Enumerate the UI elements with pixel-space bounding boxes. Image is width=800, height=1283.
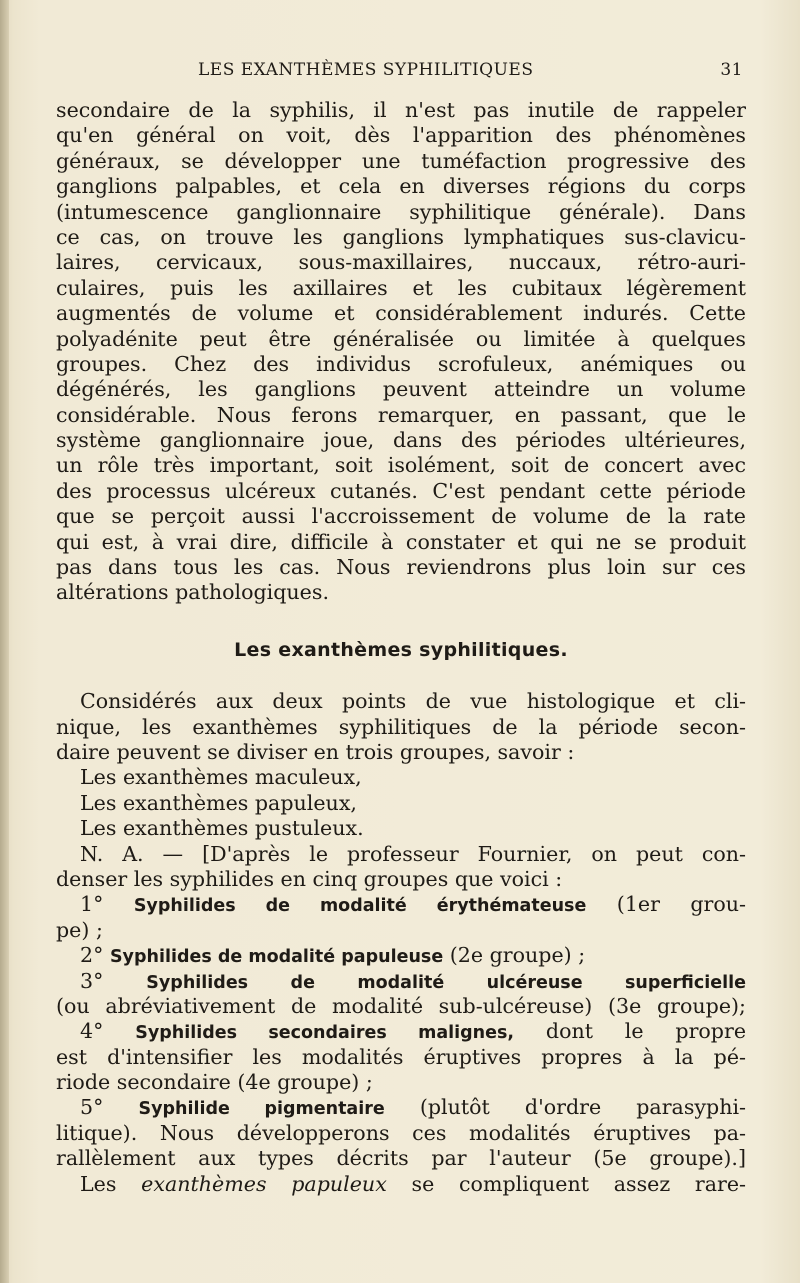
binding-edge — [0, 0, 9, 1283]
running-title: LES EXANTHÈMES SYPHILITIQUES — [198, 60, 534, 80]
group-text: (plutôt d'ordre parasyphi- — [419, 1095, 747, 1120]
group-3 — [56, 969, 746, 994]
group-number: 5° — [80, 1095, 104, 1120]
final-italic: exanthèmes papuleux — [141, 1171, 387, 1196]
text-line: dégénérés, les ganglions peuvent atteindre un volume — [56, 377, 746, 402]
text-line: Les exanthèmes pustuleux. — [80, 816, 364, 841]
text-line: un rôle très important, soit isolément, soit de concert avec — [56, 453, 746, 478]
group-title: Syphilides de modalité papuleuse — [109, 947, 444, 968]
group-title: Syphilides secondaires malignes, — [135, 1023, 515, 1044]
exanthem-list — [56, 765, 746, 841]
note-line: denser les syphilides en cinq groupes que voici : — [56, 866, 563, 891]
text-line: des processus ulcéreux cutanés. C'est pendant cette période — [56, 478, 746, 503]
text-line: système ganglionnaire joue, dans des périodes ultérieures, — [56, 428, 746, 453]
text-line: qu'en général on voit, dès l'apparition des phénomènes — [56, 123, 746, 148]
paragraph-classification — [56, 689, 746, 765]
group-5 — [56, 1095, 746, 1120]
page-number: 31 — [720, 60, 743, 80]
text-line: groupes. Chez des individus scrofuleux, anémiques ou — [56, 351, 746, 376]
text-line: polyadénite peut être généralisée ou limitée à quelques — [56, 326, 746, 351]
group-title: Syphilides de modalité érythémateuse — [133, 896, 587, 917]
group-title: Syphilide pigmentaire — [138, 1099, 385, 1120]
text-line: culaires, puis les axillaires et les cubitaux légèrement — [56, 275, 746, 300]
group-title: Syphilides de modalité ulcéreuse superficielle — [146, 972, 746, 993]
group-4 — [56, 1019, 746, 1044]
note-line: N. A. — [D'après le professeur Fournier, on peut con- — [80, 841, 746, 866]
final-text: se compliquent assez rare- — [411, 1171, 747, 1196]
group-number: 3° — [80, 968, 104, 993]
page-body — [56, 98, 746, 1197]
text-line: généraux, se développer une tuméfaction progressive des — [56, 148, 746, 173]
group-text: (1er grou- — [616, 892, 747, 917]
note-line: rallèlement aux types décrits par l'auteur (5e groupe).] — [56, 1146, 746, 1171]
group-text: dont le propre — [545, 1019, 747, 1044]
group-1 — [56, 892, 746, 917]
text-line: nique, les exanthèmes syphilitiques de la période secon- — [56, 714, 746, 739]
text-line: Considérés aux deux points de vue histologique et cli- — [80, 689, 746, 714]
note-block — [56, 842, 746, 1172]
final-line — [56, 1172, 746, 1197]
note-line: riode secondaire (4e groupe) ; — [56, 1070, 373, 1095]
text-line: (intumescence ganglionnaire syphilitique générale). Dans — [56, 199, 746, 224]
text-line: Les exanthèmes papuleux, — [80, 790, 357, 815]
text-line: ce cas, on trouve les ganglions lymphatiques sus-clavicu- — [56, 224, 746, 249]
page-header — [198, 60, 743, 86]
text-line: Les exanthèmes maculeux, — [80, 765, 362, 790]
text-line: secondaire de la syphilis, il n'est pas inutile de rappeler — [56, 98, 746, 122]
note-line: pe) ; — [56, 917, 103, 942]
group-number: 4° — [80, 1019, 104, 1044]
group-2 — [56, 943, 746, 968]
text-line: augmentés de volume et considérablement indurés. Cette — [56, 301, 746, 326]
text-line: daire peuvent se diviser en trois groupes, savoir : — [56, 740, 575, 764]
paragraph-intro — [56, 98, 746, 606]
text-line: pas dans tous les cas. Nous reviendrons plus loin sur ces — [56, 555, 746, 580]
note-line: (ou abréviativement de modalité sub-ulcéreuse) (3e groupe); — [56, 993, 746, 1018]
text-line: que se perçoit aussi l'accroissement de volume de la rate — [56, 504, 746, 529]
group-number: 1° — [80, 892, 104, 917]
group-text: (2e groupe) ; — [449, 943, 586, 968]
group-number: 2° — [80, 943, 104, 968]
text-line: ganglions palpables, et cela en diverses régions du corps — [56, 174, 746, 199]
section-title: Les exanthèmes syphilitiques. — [234, 638, 568, 661]
text-line: considérable. Nous ferons remarquer, en passant, que le — [56, 402, 746, 427]
final-text: Les — [80, 1171, 117, 1196]
note-line: litique). Nous développerons ces modalités éruptives pa- — [56, 1120, 746, 1145]
text-line: qui est, à vrai dire, difficile à constater et qui ne se produit — [56, 529, 746, 554]
text-line: altérations pathologiques. — [56, 580, 329, 605]
text-line: laires, cervicaux, sous-maxillaires, nuccaux, rétro-auri- — [56, 250, 746, 275]
note-line: est d'intensifier les modalités éruptives propres à la pé- — [56, 1044, 746, 1069]
